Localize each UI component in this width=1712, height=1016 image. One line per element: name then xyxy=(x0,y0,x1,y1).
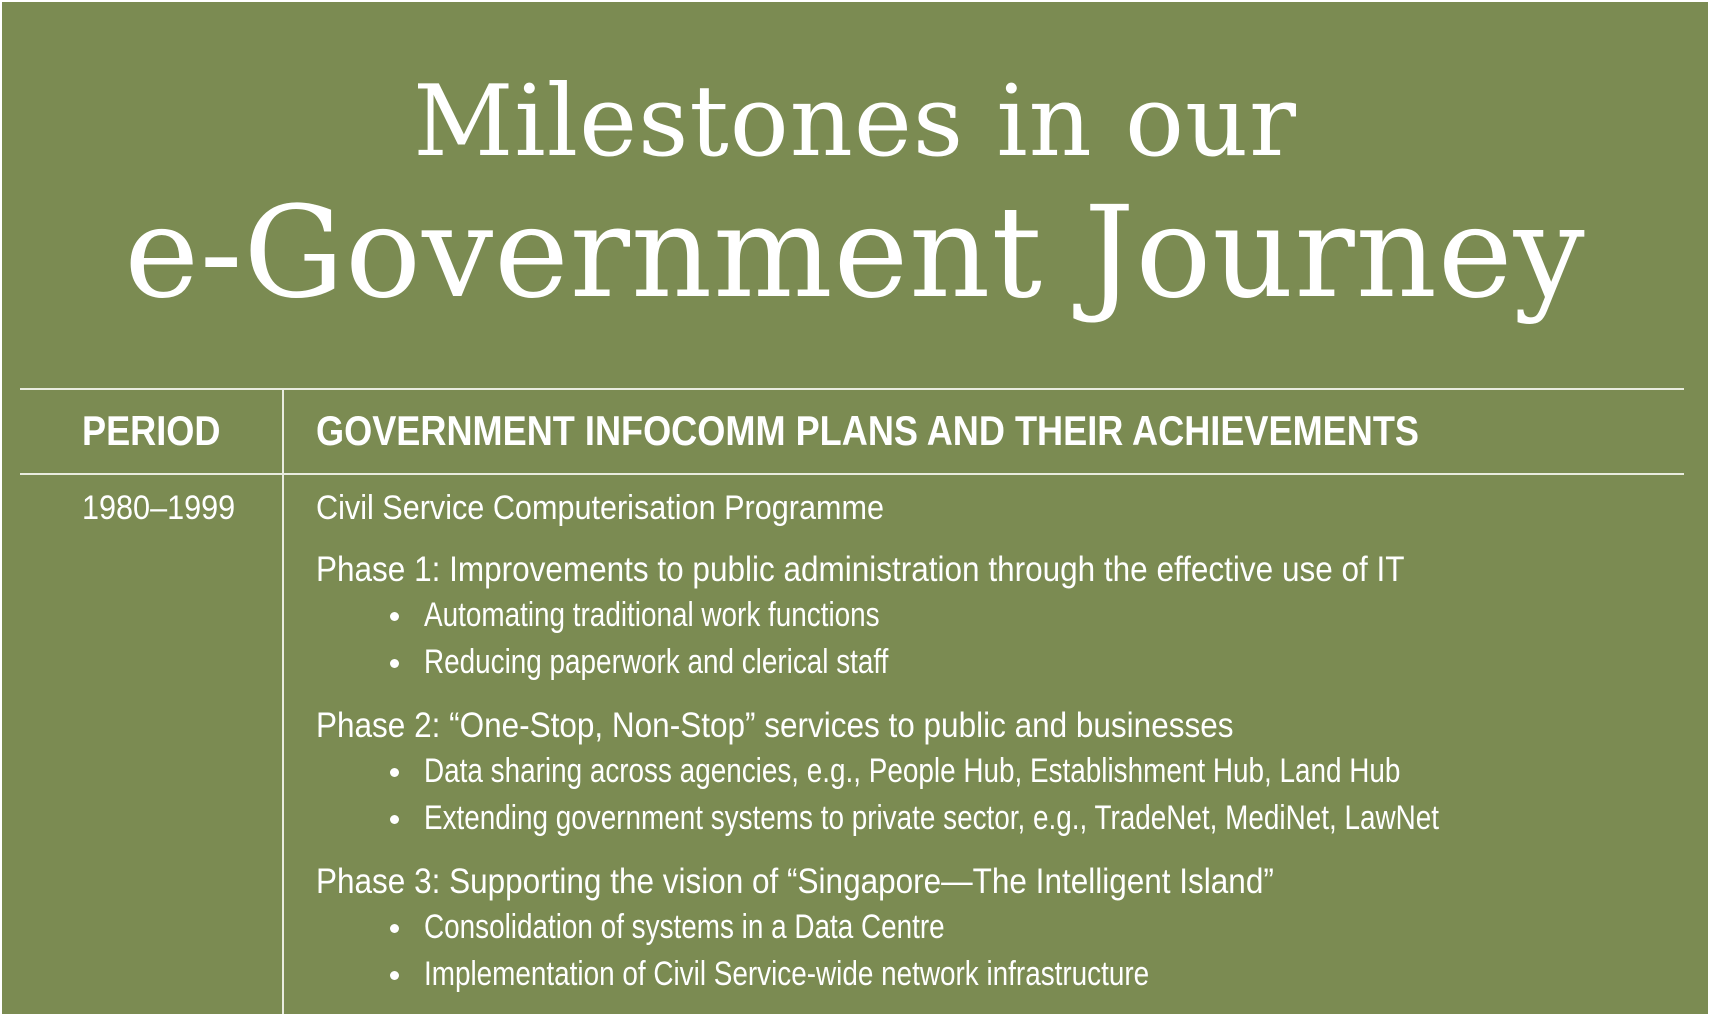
bullet-icon xyxy=(390,971,399,980)
title-line-1: Milestones in our xyxy=(413,65,1297,179)
list-item xyxy=(316,748,1696,795)
list-item-text: Reducing paperwork and clerical staff xyxy=(424,643,889,681)
bullet-list xyxy=(316,748,1696,842)
title-line-2: e-Government Journey xyxy=(124,179,1586,326)
list-item xyxy=(316,951,1696,998)
phase-2 xyxy=(316,704,1696,842)
list-item-text: Extending government systems to private sector, e.g., TradeNet, MediNet, LawNet xyxy=(424,799,1440,837)
list-item xyxy=(316,795,1696,842)
list-item-text: Implementation of Civil Service-wide network infrastructure xyxy=(424,955,1150,993)
page-title xyxy=(2,62,1708,328)
list-item-text: Data sharing across agencies, e.g., People Hub, Establishment Hub, Land Hub xyxy=(424,752,1401,790)
programme-title: Civil Service Computerisation Programme xyxy=(316,489,884,527)
header-bottom-rule xyxy=(20,473,1684,475)
list-item-text: Automating traditional work functions xyxy=(424,596,880,634)
phase-1 xyxy=(316,548,1696,686)
bullet-icon xyxy=(390,815,399,824)
phase-title: Phase 2: “One-Stop, Non-Stop” services to public and businesses xyxy=(316,706,1234,745)
list-item xyxy=(316,639,1696,686)
column-header-period: PERIOD xyxy=(82,407,221,454)
bullet-list xyxy=(316,904,1696,998)
period-cell: 1980–1999 xyxy=(82,489,236,527)
list-item xyxy=(316,592,1696,639)
bullet-icon xyxy=(390,659,399,668)
phase-title: Phase 1: Improvements to public administration through the effective use of IT xyxy=(316,550,1405,589)
bullet-list xyxy=(316,592,1696,686)
bullet-icon xyxy=(390,924,399,933)
table-top-rule xyxy=(20,388,1684,390)
list-item-text: Consolidation of systems in a Data Centre xyxy=(424,908,945,946)
phase-3 xyxy=(316,860,1696,998)
bullet-icon xyxy=(390,612,399,621)
milestones-page xyxy=(2,2,1708,1014)
phase-title: Phase 3: Supporting the vision of “Singapore—The Intelligent Island” xyxy=(316,862,1274,901)
column-header-plans: GOVERNMENT INFOCOMM PLANS AND THEIR ACHIEVEMENTS xyxy=(316,407,1420,454)
plans-cell xyxy=(316,486,1696,998)
list-item xyxy=(316,904,1696,951)
bullet-icon xyxy=(390,768,399,777)
column-divider xyxy=(282,388,284,1014)
